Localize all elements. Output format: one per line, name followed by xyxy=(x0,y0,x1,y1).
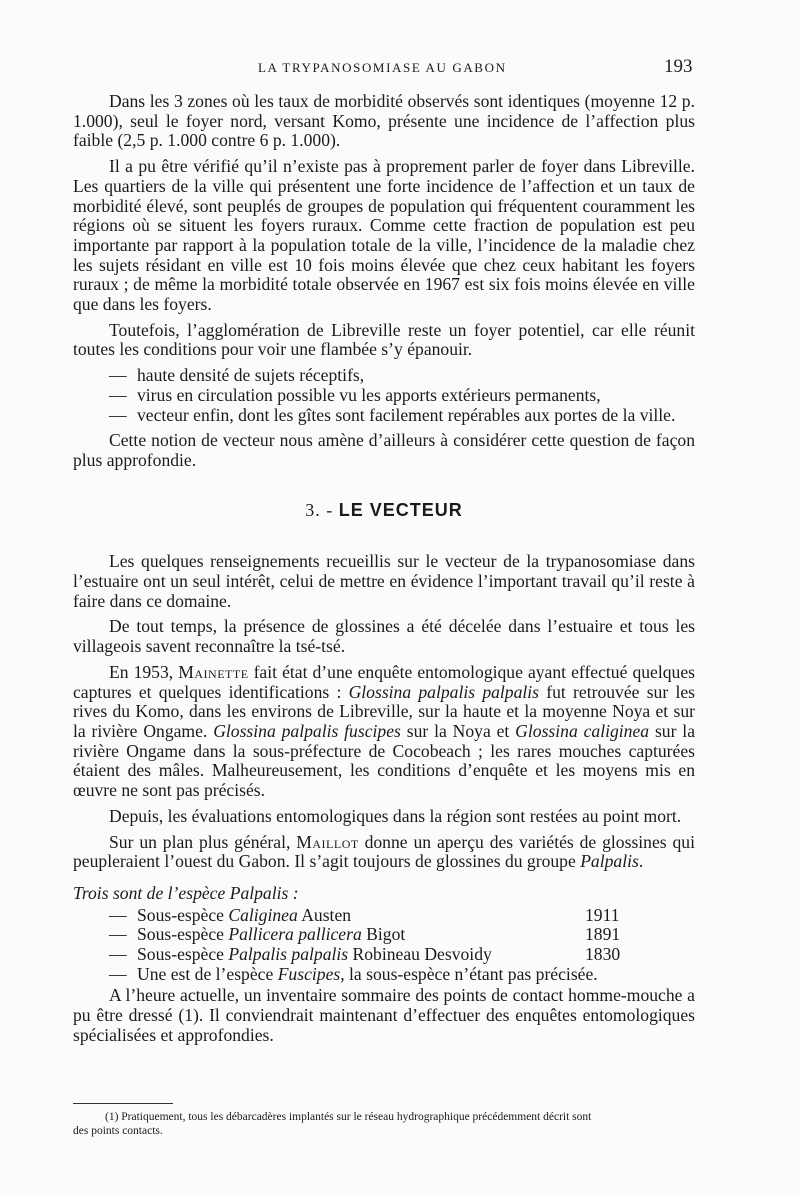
paragraph-glossines-presence: De tout temps, la présence de glossines a été décelée dans l’estuaire et tous les villageois savent reconnaître la tsé-tsé. xyxy=(73,616,695,657)
species-year: 1911 xyxy=(585,904,620,925)
species-row: — Sous-espèce Caliginea Austen 1911 xyxy=(73,906,695,926)
species-name: Glossina caliginea xyxy=(515,720,650,741)
species-name: Fuscipes, xyxy=(277,963,345,984)
species-list xyxy=(73,906,695,985)
dash-mark: — xyxy=(109,944,127,965)
footnote-line: des points contacts. xyxy=(73,1125,163,1137)
section-title: LE VECTEUR xyxy=(338,499,463,520)
species-name: Glossina palpalis fuscipes xyxy=(213,720,401,741)
page-body xyxy=(73,92,695,1052)
paragraph-zones: Dans les 3 zones où les taux de morbidité observés sont identiques (moyenne 12 p. 1.000), seul le foyer nord, versant Komo, présente une incidence de l’affection plus faible (2,5 p. 1.000 contre 6 p. 1.000). xyxy=(73,91,695,151)
list-item: — virus en circulation possible vu les apports extérieurs permanents, xyxy=(109,384,601,405)
dash-mark: — xyxy=(109,924,127,945)
author-name: Mainette xyxy=(178,661,249,682)
species-row: — Sous-espèce Palpalis palpalis Robineau Desvoidy 1830 xyxy=(73,945,695,965)
dash-mark: — xyxy=(109,404,127,425)
paragraph-mainette: En 1953, Mainette fait état d’une enquête entomologique ayant effectué quelques captures et quelques identifications : Glossina palpalis palpalis fut retrouvée sur les rives du Komo, dans les environs de Libreville, sur la haute et la moyenne Noya et sur la rivière Ongame. Glossina palpalis fuscipes sur la Noya et Glossina caliginea sur la rivière Ongame dans la sous-préfecture de Cocobeach ; les rares mouches capturées étaient des mâles. Malheureusement, les conditions d’enquête et les moyens mis en œuvre ne sont pas précisés. xyxy=(73,661,696,801)
footnote xyxy=(73,1110,695,1138)
footnote-divider xyxy=(73,1103,173,1104)
dash-mark: — xyxy=(109,963,127,984)
species-name: Caliginea xyxy=(228,904,298,925)
conditions-list xyxy=(73,366,695,425)
paragraph-maillot: Sur un plan plus général, Maillot donne un aperçu des variétés de glossines qui peupleraient l’ouest du Gabon. Il s’agit toujours de glossines du groupe Palpalis. xyxy=(73,831,695,872)
paragraph-vector-notion: Cette notion de vecteur nous amène d’ailleurs à considérer cette question de façon plus approfondie. xyxy=(73,430,695,470)
footnote-line: (1) Pratiquement, tous les débarcadères implantés sur le réseau hydrographique précédemment décrit sont xyxy=(105,1111,592,1123)
dash-mark: — xyxy=(109,384,127,405)
paragraph-information: Les quelques renseignements recueillis sur le vecteur de la trypanosomiase dans l’estuaire ont un seul intérêt, celui de mettre en évidence l’important travail qu’il reste à faire dans ce domaine. xyxy=(73,551,695,611)
author-name: Maillot xyxy=(296,831,359,852)
species-year: 1891 xyxy=(585,924,621,945)
page-header xyxy=(0,56,800,78)
paragraph-potential-focus: Toutefois, l’agglomération de Libreville reste un foyer potentiel, car elle réunit toutes les conditions pour voir une flambée s’y épanouir. xyxy=(73,319,695,360)
dash-mark: — xyxy=(109,365,127,386)
species-name: Pallicera pallicera xyxy=(228,924,362,945)
section-separator: - xyxy=(326,499,334,520)
section-number: 3. xyxy=(305,499,321,520)
species-year: 1830 xyxy=(585,944,621,965)
species-intro: Trois sont de l’espèce Palpalis : xyxy=(73,882,299,903)
paragraph-since: Depuis, les évaluations entomologiques dans la région sont restées au point mort. xyxy=(109,805,682,826)
species-row: — Sous-espèce Pallicera pallicera Bigot 1891 xyxy=(73,925,695,945)
species-row: — Une est de l’espèce Fuscipes, la sous-espèce n’étant pas précisée. xyxy=(109,963,598,984)
paragraph-inventory: A l’heure actuelle, un inventaire sommaire des points de contact homme-mouche a pu être dressé (1). Il conviendrait maintenant d’effectuer des enquêtes entomologiques spécialisées et approfondies. xyxy=(73,985,695,1045)
running-title: LA TRYPANOSOMIASE AU GABON xyxy=(258,60,507,75)
list-item: — vecteur enfin, dont les gîtes sont facilement repérables aux portes de la ville. xyxy=(109,404,676,425)
species-name: Glossina palpalis palpalis xyxy=(348,681,540,702)
list-item: — haute densité de sujets réceptifs, xyxy=(109,365,365,386)
section-heading xyxy=(73,501,695,521)
paragraph-libreville: Il a pu être vérifié qu’il n’existe pas à proprement parler de foyer dans Libreville. Les quartiers de la ville qui présentent une forte incidence de l’affection et un taux de morbidité élevé, sont peuplés de groupes de population qui fréquentent couramment les régions où se situent les foyers ruraux. Comme cette fraction de population est peu importante par rapport à la population totale de la ville, l’incidence de la maladie chez les sujets résidant en ville est 10 fois moins élevée que chez ceux habitant les foyers ruraux ; de même la morbidité totale observée en 1967 est six fois moins élevée en ville que dans les foyers. xyxy=(73,156,695,315)
group-name: Palpalis xyxy=(580,851,639,872)
page-number: 193 xyxy=(664,56,693,77)
dash-mark: — xyxy=(109,904,127,925)
species-name: Palpalis palpalis xyxy=(228,944,349,965)
